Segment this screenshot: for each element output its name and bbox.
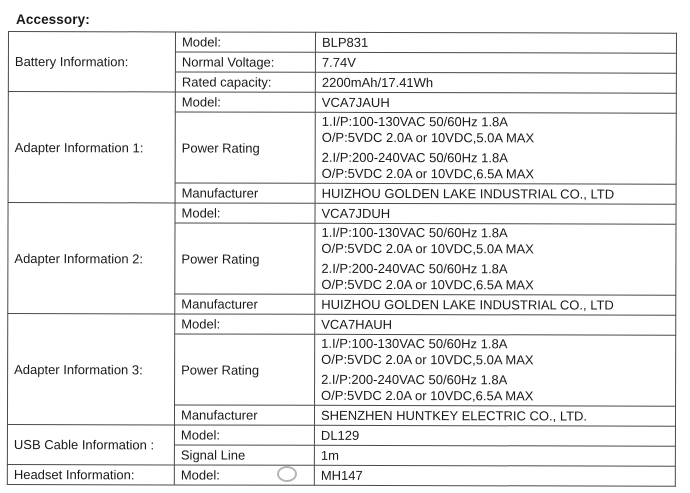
battery-voltage-label: Normal Voltage: — [175, 52, 315, 72]
table-row — [8, 32, 676, 54]
adapter-1-power-label: Power Rating — [175, 112, 315, 183]
watermark — [277, 466, 301, 483]
power-line: 2.I/P:200-240VAC 50/60Hz 1.8A — [321, 371, 508, 388]
adapter-2-power-value — [315, 223, 676, 295]
power-line: 1.I/P:100-130VAC 50/60Hz 1.8A — [321, 113, 509, 130]
adapter-2-section-label: Adapter Information 2: — [8, 203, 175, 314]
power-line: 2.I/P:200-240VAC 50/60Hz 1.8A — [321, 260, 508, 277]
page-heading: Accessory: — [16, 12, 90, 27]
adapter-2-model-value: VCA7JDUH — [315, 203, 676, 224]
adapter-1-power-value — [315, 112, 676, 184]
headset-model-value: MH147 — [314, 465, 675, 486]
power-line: O/P:5VDC 2.0A or 10VDC,6.5A MAX — [321, 387, 534, 404]
headset-model-label: Model: — [174, 465, 314, 485]
table-row — [8, 92, 676, 114]
table-row — [7, 424, 675, 446]
battery-voltage-value: 7.74V — [315, 52, 676, 73]
power-line: O/P:5VDC 2.0A or 10VDC,6.5A MAX — [321, 165, 535, 182]
adapter-3-model-value: VCA7HAUH — [315, 314, 676, 335]
power-line: 1.I/P:100-130VAC 50/60Hz 1.8A — [321, 224, 508, 241]
adapter-3-model-label: Model: — [175, 314, 315, 334]
table-row — [8, 203, 676, 225]
table-row — [8, 314, 676, 336]
adapter-2-manufacturer-label: Manufacturer — [175, 294, 315, 314]
power-line: 2.I/P:200-240VAC 50/60Hz 1.8A — [321, 149, 508, 166]
battery-model-value: BLP831 — [315, 32, 676, 53]
usb-section-label: USB Cable Information : — [7, 424, 174, 464]
power-line: O/P:5VDC 2.0A or 10VDC,5.0A MAX — [321, 351, 534, 368]
adapter-1-manufacturer-label: Manufacturer — [175, 183, 315, 203]
power-line: O/P:5VDC 2.0A or 10VDC,5.0A MAX — [321, 129, 535, 146]
adapter-1-model-label: Model: — [175, 92, 315, 112]
usb-signal-value: 1m — [314, 445, 675, 466]
adapter-1-model-value: VCA7JAUH — [315, 92, 676, 113]
adapter-2-model-label: Model: — [175, 203, 315, 223]
battery-capacity-label: Rated capacity: — [175, 72, 315, 92]
adapter-3-power-label: Power Rating — [175, 334, 315, 405]
adapter-1-section-label: Adapter Information 1: — [8, 92, 175, 203]
adapter-3-manufacturer-value: SHENZHEN HUNTKEY ELECTRIC CO., LTD. — [314, 405, 675, 426]
power-line: O/P:5VDC 2.0A or 10VDC,5.0A MAX — [321, 240, 534, 257]
usb-signal-label: Signal Line — [174, 445, 314, 465]
usb-model-value: DL129 — [314, 425, 675, 446]
adapter-3-manufacturer-label: Manufacturer — [174, 405, 314, 425]
table-row — [7, 464, 675, 486]
power-line: 1.I/P:100-130VAC 50/60Hz 1.8A — [321, 335, 508, 352]
usb-model-label: Model: — [174, 425, 314, 445]
adapter-2-power-label: Power Rating — [175, 223, 315, 294]
accessory-spec-table — [7, 31, 677, 487]
battery-capacity-value: 2200mAh/17.41Wh — [315, 72, 676, 93]
adapter-1-manufacturer-value: HUIZHOU GOLDEN LAKE INDUSTRIAL CO., LTD — [315, 183, 676, 204]
adapter-3-section-label: Adapter Information 3: — [7, 314, 174, 425]
weibo-icon — [277, 466, 297, 482]
battery-section-label: Battery Information: — [8, 32, 175, 92]
adapter-2-manufacturer-value: HUIZHOU GOLDEN LAKE INDUSTRIAL CO., LTD — [315, 294, 676, 315]
adapter-3-power-value — [315, 334, 676, 406]
battery-model-label: Model: — [175, 32, 315, 52]
headset-section-label: Headset Information: — [7, 464, 174, 484]
power-line: O/P:5VDC 2.0A or 10VDC,6.5A MAX — [321, 276, 534, 293]
